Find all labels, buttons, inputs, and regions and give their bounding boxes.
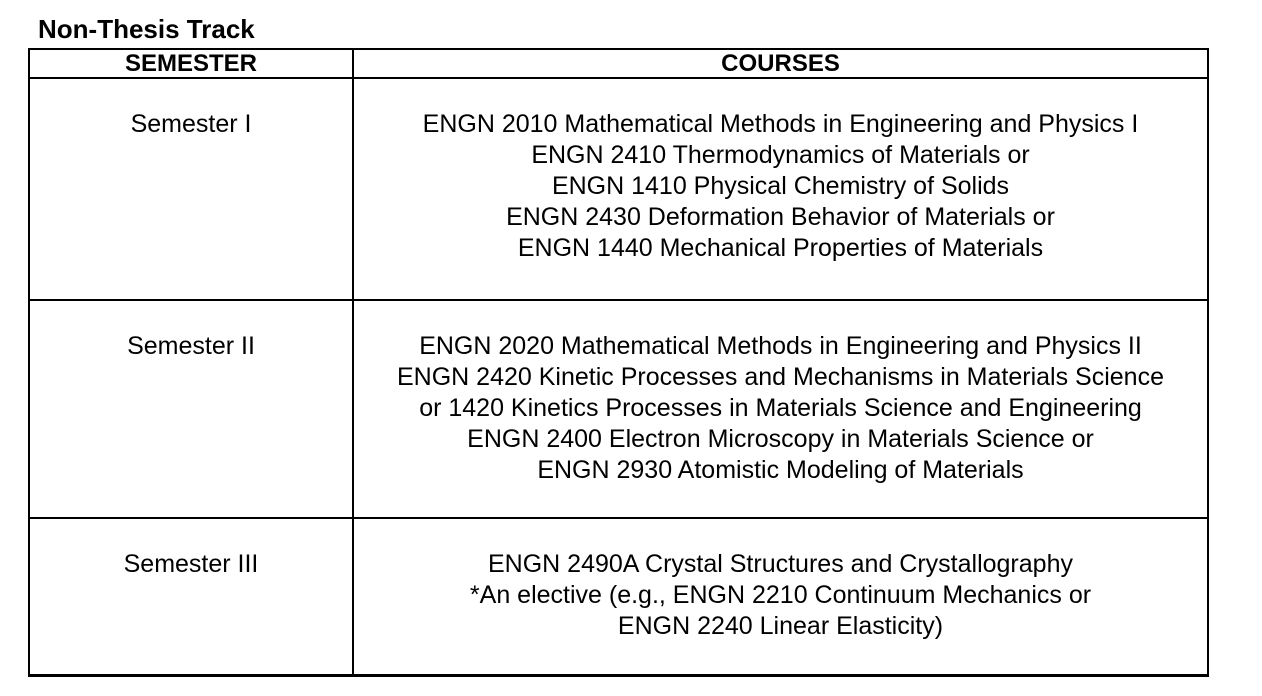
semester-2-label: Semester II [127, 332, 255, 360]
semester-label-cell [29, 78, 353, 300]
courses-column-header: COURSES [353, 49, 1208, 78]
course-line: ENGN 2420 Kinetic Processes and Mechanisms in Materials Science [396, 363, 1164, 391]
course-line: or 1420 Kinetics Processes in Materials Science and Engineering [419, 394, 1142, 422]
courses-cell [353, 78, 1208, 300]
course-line: ENGN 2490A Crystal Structures and Crystallography [488, 550, 1073, 578]
course-line: ENGN 1440 Mechanical Properties of Materials [517, 234, 1044, 262]
table-row-semester-3 [29, 518, 1208, 675]
semester-label-cell [29, 300, 353, 518]
course-line: ENGN 2010 Mathematical Methods in Engineering and Physics I [422, 110, 1139, 138]
document-title: Non-Thesis Track [38, 14, 255, 44]
semester-label-cell [29, 518, 353, 675]
semester-column-header: SEMESTER [29, 49, 353, 78]
semester-3-label: Semester III [123, 550, 259, 578]
courses-cell [353, 518, 1208, 675]
course-line: *An elective (e.g., ENGN 2210 Continuum Mechanics or [469, 581, 1092, 609]
course-line: ENGN 2400 Electron Microscopy in Materials Science or [467, 425, 1094, 453]
course-line: ENGN 2020 Mathematical Methods in Engineering and Physics II [419, 332, 1142, 360]
table-row-semester-2 [29, 300, 1208, 518]
non-thesis-track-table [28, 48, 1209, 677]
courses-cell [353, 300, 1208, 518]
course-line: ENGN 2930 Atomistic Modeling of Materials [537, 456, 1024, 484]
course-line: ENGN 2410 Thermodynamics of Materials or [531, 141, 1030, 169]
course-line: ENGN 2430 Deformation Behavior of Materials or [506, 203, 1055, 231]
semester-1-label: Semester I [130, 110, 252, 138]
course-line: ENGN 2240 Linear Elasticity) [617, 612, 944, 640]
table-row-semester-1 [29, 78, 1208, 300]
table-header-row [29, 49, 1208, 78]
course-line: ENGN 1410 Physical Chemistry of Solids [551, 172, 1010, 200]
